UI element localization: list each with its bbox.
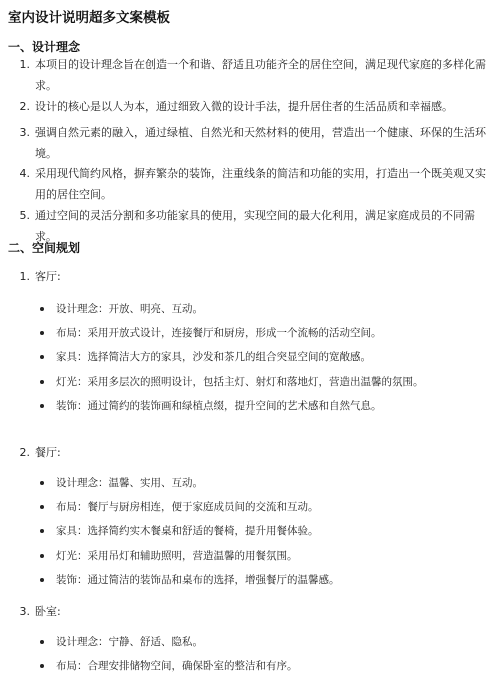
room-number: 1. (19, 270, 30, 283)
list-item-number: 1. (19, 58, 30, 71)
room-heading-dining-room (8, 442, 61, 463)
bullet-text: 家具：选择简洁大方的家具，沙发和茶几的组合突显空间的宽敞感。 (56, 351, 371, 363)
document-title: 室内设计说明超多文案模板 (8, 10, 170, 26)
bullet-text: 灯光：采用多层次的照明设计，包括主灯、射灯和落地灯，营造出温馨的氛围。 (56, 376, 424, 388)
bullet-dot-icon (40, 404, 44, 408)
list-item-number: 4. (19, 167, 30, 180)
list-item-text: 强调自然元素的融入，通过绿植、自然光和天然材料的使用，营造出一个健康、环保的生活环境。 (35, 126, 486, 160)
bullet-item (40, 498, 490, 516)
bullet-dot-icon (40, 331, 44, 335)
bullet-item (40, 324, 490, 342)
section-heading-space-planning: 二、空间规划 (8, 241, 81, 255)
bullet-dot-icon (40, 307, 44, 311)
list-item (8, 54, 492, 96)
bullet-dot-icon (40, 505, 44, 509)
bullet-text: 设计理念：开放、明亮、互动。 (56, 303, 203, 315)
bullet-dot-icon (40, 664, 44, 668)
bullet-dot-icon (40, 554, 44, 558)
bullet-item (40, 522, 490, 540)
list-item-text: 设计的核心是以人为本，通过细致入微的设计手法，提升居住者的生活品质和幸福感。 (35, 100, 453, 113)
bullet-item (40, 373, 490, 391)
room-name: 餐厅: (35, 446, 61, 459)
bullet-item (40, 547, 490, 565)
room-name: 客厅: (35, 270, 61, 283)
bullet-text: 布局：合理安排储物空间，确保卧室的整洁和有序。 (56, 660, 298, 672)
bullet-item (40, 397, 490, 415)
bullet-item (40, 474, 490, 492)
bullet-item (40, 657, 490, 675)
bullet-text: 装饰：通过简约的装饰画和绿植点缀，提升空间的艺术感和自然气息。 (56, 400, 382, 412)
list-item (8, 96, 492, 117)
room-heading-living-room (8, 266, 61, 287)
bullet-text: 装饰：通过简洁的装饰品和桌布的选择，增强餐厅的温馨感。 (56, 574, 340, 586)
list-item-number: 5. (19, 209, 30, 222)
bullet-item (40, 633, 490, 651)
list-item-number: 2. (19, 100, 30, 113)
bullet-dot-icon (40, 529, 44, 533)
list-item-text: 本项目的设计理念旨在创造一个和谐、舒适且功能齐全的居住空间，满足现代家庭的多样化需求。 (35, 58, 486, 92)
room-number: 2. (19, 446, 30, 459)
bullet-text: 设计理念：宁静、舒适、隐私。 (56, 636, 203, 648)
bullet-dot-icon (40, 481, 44, 485)
bullet-text: 家具：选择简约实木餐桌和舒适的餐椅，提升用餐体验。 (56, 525, 319, 537)
bullet-text: 布局：餐厅与厨房相连，便于家庭成员间的交流和互动。 (56, 501, 319, 513)
bullet-text: 灯光：采用吊灯和辅助照明，营造温馨的用餐氛围。 (56, 550, 298, 562)
bullet-item (40, 300, 490, 318)
list-item-number: 3. (19, 126, 30, 139)
section-heading-design-concept: 一、设计理念 (8, 40, 81, 54)
room-name: 卧室: (35, 605, 61, 618)
bullet-text: 布局：采用开放式设计，连接餐厅和厨房，形成一个流畅的活动空间。 (56, 327, 382, 339)
room-number: 3. (19, 605, 30, 618)
bullet-dot-icon (40, 640, 44, 644)
bullet-text: 设计理念：温馨、实用、互动。 (56, 477, 203, 489)
list-item-text: 通过空间的灵活分割和多功能家具的使用，实现空间的最大化利用，满足家庭成员的不同需求。 (35, 209, 475, 243)
list-item (8, 122, 492, 164)
bullet-dot-icon (40, 355, 44, 359)
list-item-text: 采用现代简约风格，摒弃繁杂的装饰，注重线条的简洁和功能的实用，打造出一个既美观又实用的居住空间。 (35, 167, 486, 201)
bullet-dot-icon (40, 380, 44, 384)
bullet-dot-icon (40, 578, 44, 582)
room-heading-bedroom (8, 601, 61, 622)
list-item (8, 163, 492, 205)
bullet-item (40, 348, 490, 366)
list-item (8, 205, 492, 247)
bullet-item (40, 571, 490, 589)
